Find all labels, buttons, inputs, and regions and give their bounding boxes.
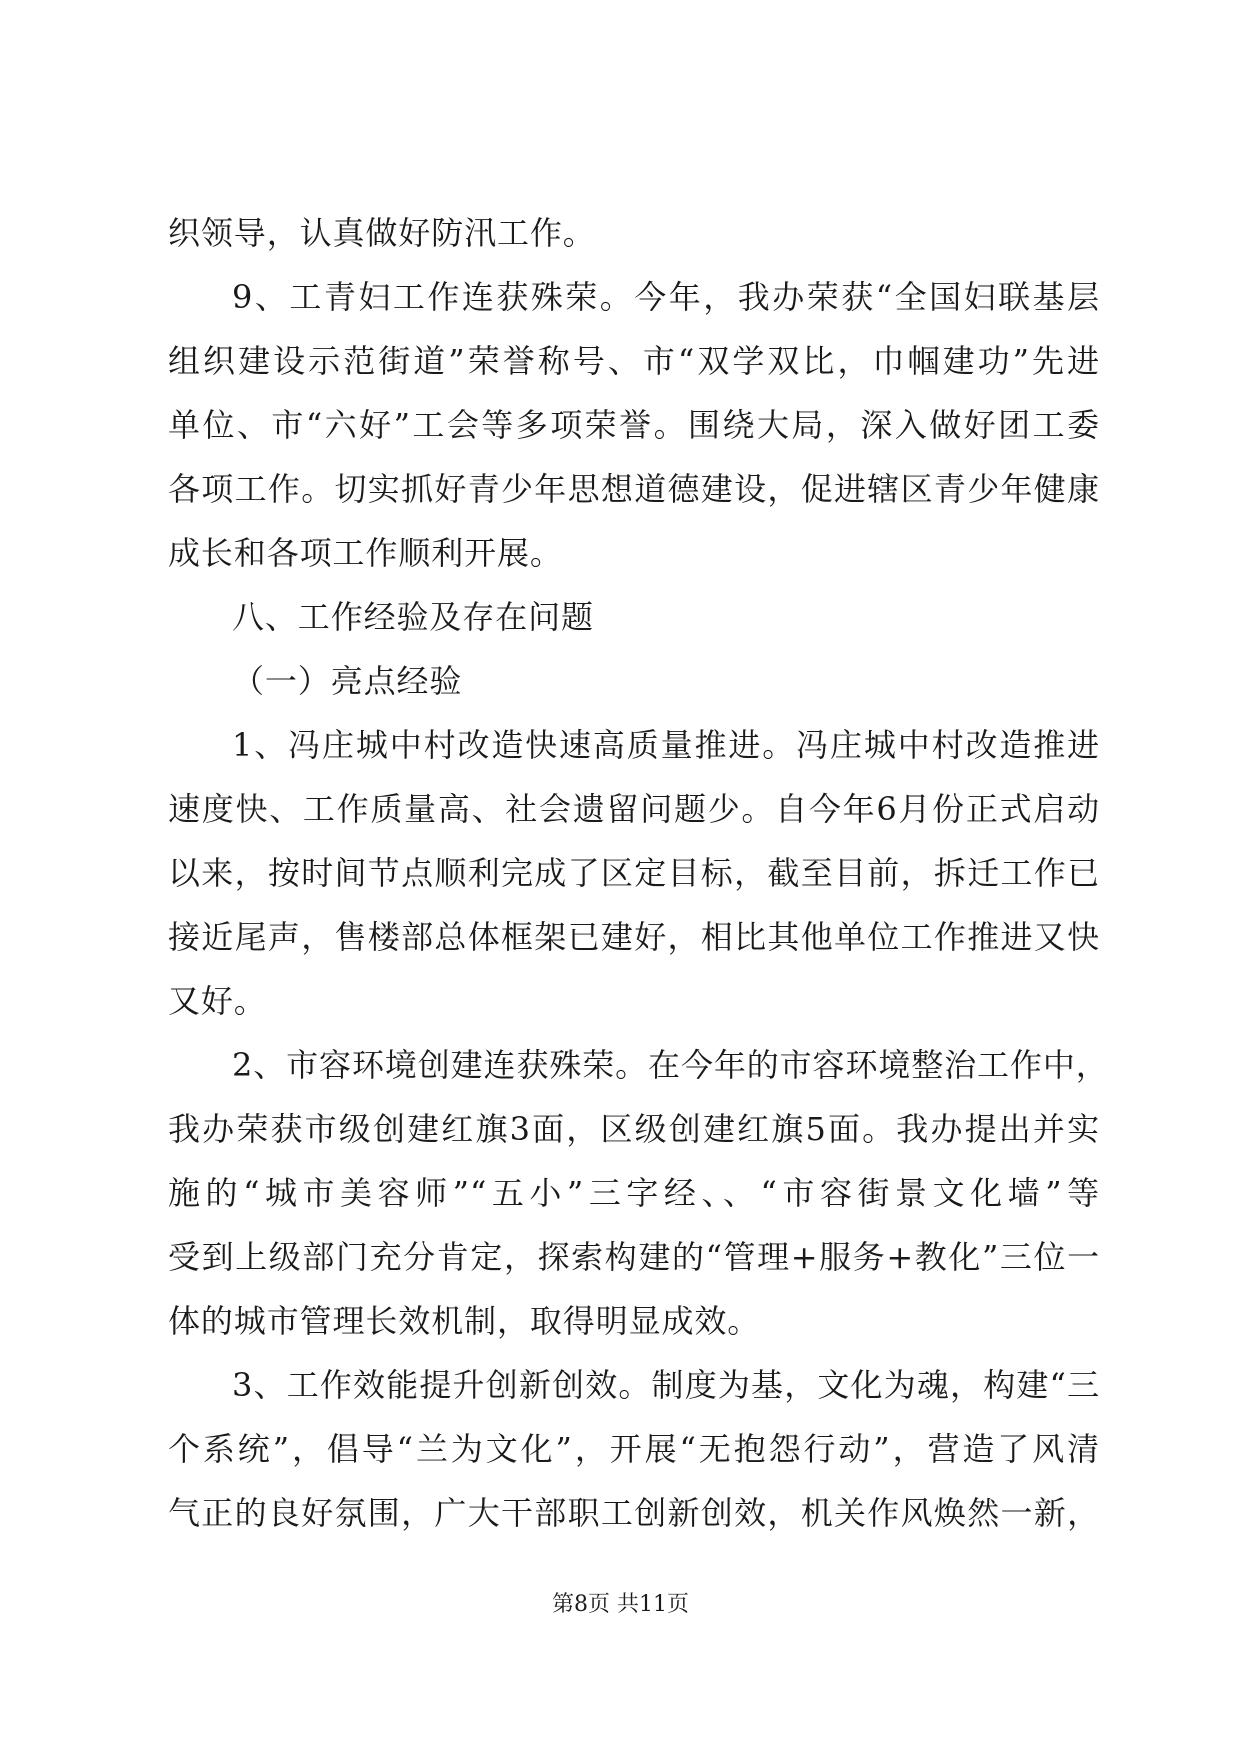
text-line: 我办荣获市级创建红旗3面，区级创建红旗5面。我办提出并实: [168, 1110, 1100, 1148]
text-line: 接近尾声，售楼部总体框架已建好，相比其他单位工作推进又快: [168, 918, 1100, 956]
text-line: 又好。: [168, 982, 267, 1020]
text-line: 以来，按时间节点顺利完成了区定目标，截至目前，拆迁工作已: [168, 854, 1100, 892]
text-line: 各项工作。切实抓好青少年思想道德建设，促进辖区青少年健康: [168, 470, 1100, 508]
text-line: 1、冯庄城中村改造快速高质量推进。冯庄城中村改造推进: [232, 726, 1100, 764]
text-line: 组织建设示范街道”荣誉称号、市“双学双比，巾帼建功”先进: [168, 342, 1100, 380]
text-line: 3、工作效能提升创新创效。制度为基，文化为魂，构建“三: [232, 1366, 1100, 1404]
text-line: 受到上级部门充分肯定，探索构建的“管理+服务+教化”三位一: [168, 1238, 1100, 1276]
text-line: 单位、市“六好”工会等多项荣誉。围绕大局，深入做好团工委: [168, 406, 1100, 444]
text-line: 体的城市管理长效机制，取得明显成效。: [168, 1302, 761, 1340]
text-line: 个系统”，倡导“兰为文化”，开展“无抱怨行动”，营造了风清: [168, 1430, 1100, 1468]
text-line: 气正的良好氛围，广大干部职工创新创效，机关作风焕然一新，: [168, 1494, 1100, 1532]
text-line: 施的“城市美容师”“五小”三字经、、“市容街景文化墙”等: [168, 1174, 1100, 1212]
text-line: 织领导，认真做好防汛工作。: [168, 214, 596, 252]
page-footer: 第8页 共11页: [552, 1592, 689, 1617]
subsection-heading: （一）亮点经验: [232, 662, 463, 700]
text-line: 成长和各项工作顺利开展。: [168, 534, 563, 572]
text-line: 速度快、工作质量高、社会遗留问题少。自今年6月份正式启动: [168, 790, 1100, 828]
text-line: 9、工青妇工作连获殊荣。今年，我办荣获“全国妇联基层: [232, 278, 1100, 316]
body-text: [168, 201, 1109, 1545]
text-line: 2、市容环境创建连获殊荣。在今年的市容环境整治工作中，: [232, 1046, 1109, 1084]
section-heading: 八、工作经验及存在问题: [232, 598, 594, 636]
